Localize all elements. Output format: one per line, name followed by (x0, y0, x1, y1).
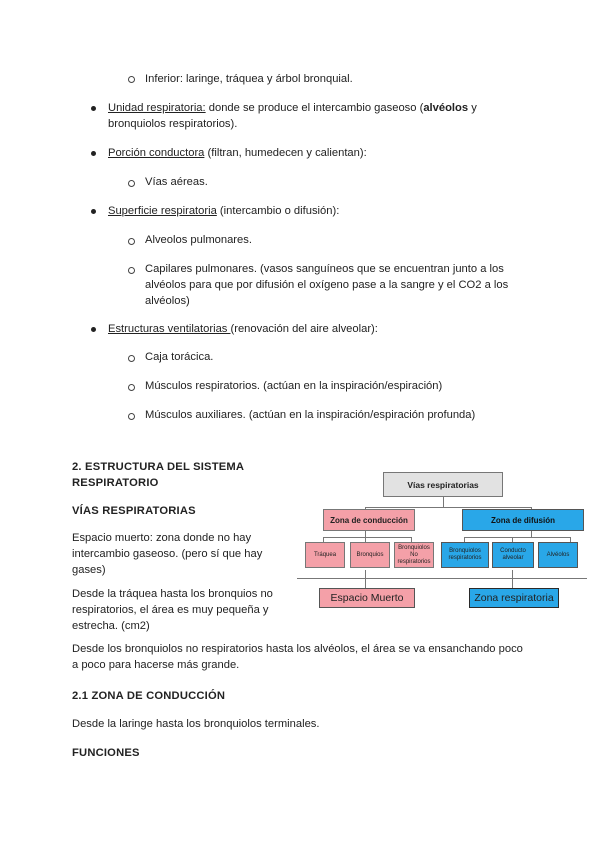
unidad-bold: alvéolos (423, 102, 469, 114)
paragraph: Desde la laringe hasta los bronquiolos terminales. (72, 718, 320, 730)
connector-line (512, 570, 513, 588)
bullet-filled-icon (91, 151, 96, 156)
dead-space-box: Espacio Muerto (319, 588, 415, 608)
list-item-superficie (108, 203, 518, 219)
superficie-label: Superficie respiratoria (108, 205, 217, 217)
unidad-label: Unidad respiratoria: (108, 102, 206, 114)
connector-line (297, 578, 587, 579)
section-subheading: VÍAS RESPIRATORIAS (72, 505, 196, 517)
list-item: Capilares pulmonares. (vasos sanguíneos que se encuentran junto a los alvéolos para que por difusión el oxígeno pase a la sangre y el CO2 a los alvéolos) (145, 263, 509, 307)
trachea-box: Tráquea (305, 542, 345, 568)
bronchi-box: Bronquios (350, 542, 390, 568)
list-item: Alveolos pulmonares. (145, 234, 252, 246)
estructuras-label: Estructuras ventilatorias (108, 323, 231, 335)
connector-line (464, 537, 570, 538)
respiratory-bronchioles-box: Bronquiolos respiratorios (441, 542, 489, 568)
paragraph: Desde la tráquea hasta los bronquios no respiratorios, el área es muy pequeña y estrecha. (cm2) (72, 588, 273, 632)
diffusion-zone-box: Zona de difusión (462, 509, 584, 531)
bullet-hollow-icon (128, 238, 135, 245)
section-heading: 2.1 ZONA DE CONDUCCIÓN (72, 690, 226, 702)
section-heading: FUNCIONES (72, 747, 140, 759)
superficie-text: (intercambio o difusión): (216, 205, 340, 217)
estructuras-text: (renovación del aire alveolar): (230, 323, 378, 335)
paragraph: Espacio muerto: zona donde no hay intercambio gaseoso. (pero sí que hay gases) (72, 532, 263, 576)
bullet-hollow-icon (128, 384, 135, 391)
list-item: Músculos respiratorios. (actúan en la inspiración/espiración) (145, 380, 443, 392)
respiratory-zone-box: Zona respiratoria (469, 588, 559, 608)
bullet-hollow-icon (128, 180, 135, 187)
unidad-text2: y bronquiolos respiratorios). (108, 102, 477, 130)
bullet-hollow-icon (128, 76, 135, 83)
unidad-text: donde se produce el intercambio gaseoso ( (205, 102, 424, 114)
list-item-estructuras (108, 321, 518, 337)
list-item-porcion (108, 145, 518, 161)
alveolar-duct-box: Conducto alveolar (492, 542, 534, 568)
porcion-text: (filtran, humedecen y calientan): (204, 147, 367, 159)
connector-line (365, 507, 531, 508)
list-item-unidad (108, 100, 518, 132)
list-item: Músculos auxiliares. (actúan en la inspiración/espiración profunda) (145, 409, 476, 421)
paragraph: Desde los bronquiolos no respiratorios hasta los alvéolos, el área se va ensanchando poco a poco para hacerse más grande. (72, 643, 523, 671)
bullet-filled-icon (91, 209, 96, 214)
bullet-hollow-icon (128, 413, 135, 420)
bullet-hollow-icon (128, 355, 135, 362)
alveoli-box: Alvéolos (538, 542, 578, 568)
list-item: Vías aéreas. (145, 176, 208, 188)
section-heading: 2. ESTRUCTURA DEL SISTEMA RESPIRATORIO (72, 461, 244, 489)
bullet-filled-icon (91, 106, 96, 111)
connector-line (365, 570, 366, 588)
list-item: Caja torácica. (145, 351, 214, 363)
connector-line (323, 537, 411, 538)
non-respiratory-bronchioles-box: Bronquiolos No respiratorios (394, 542, 434, 568)
porcion-label: Porción conductora (108, 147, 205, 159)
connector-line (443, 497, 444, 507)
respiratory-diagram (297, 466, 587, 626)
conduction-zone-box: Zona de conducción (323, 509, 415, 531)
bullet-hollow-icon (128, 267, 135, 274)
list-item: Inferior: laringe, tráquea y árbol bronquial. (145, 73, 353, 85)
bullet-filled-icon (91, 327, 96, 332)
diagram-root-box: Vías respiratorias (383, 472, 503, 497)
